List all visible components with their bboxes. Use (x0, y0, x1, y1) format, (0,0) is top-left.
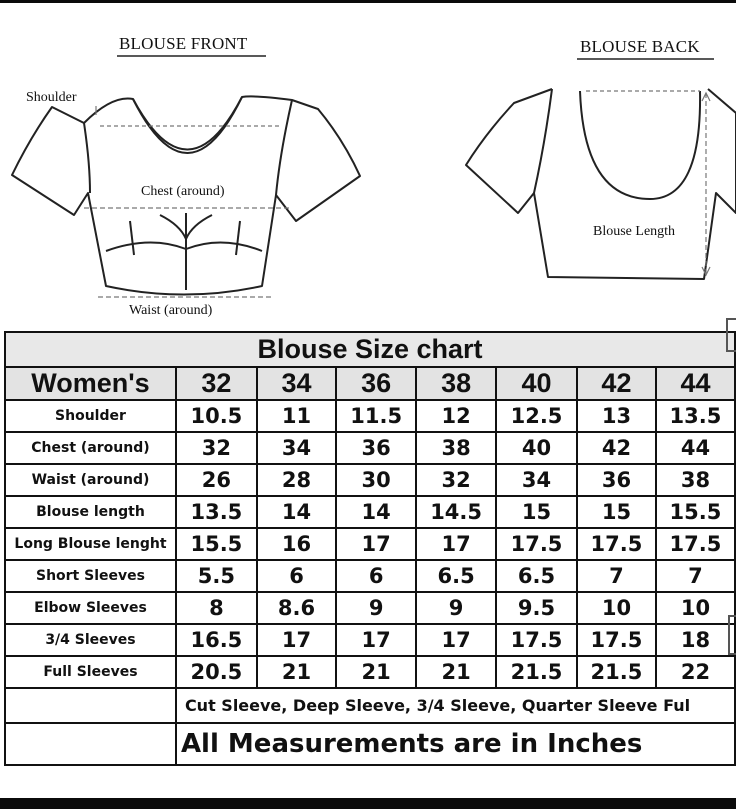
size-header-cell: 32 (176, 367, 257, 400)
size-header-row (5, 367, 735, 400)
measurement-cell: 9 (336, 592, 416, 624)
measurement-cell: 12.5 (496, 400, 577, 432)
measurement-cell: 17 (336, 528, 416, 560)
measurement-cell: 22 (656, 656, 735, 688)
measurement-cell: 13.5 (656, 400, 735, 432)
measurement-cell: 34 (257, 432, 336, 464)
measurement-cell: 30 (336, 464, 416, 496)
back-title: BLOUSE BACK (580, 37, 700, 56)
back-measure-lines (586, 91, 710, 275)
measurement-cell: 14 (257, 496, 336, 528)
size-header-cell: 40 (496, 367, 577, 400)
measurement-cell: 11 (257, 400, 336, 432)
measurement-cell: 17.5 (496, 528, 577, 560)
measurement-cell: 42 (577, 432, 656, 464)
size-header-cell: 34 (257, 367, 336, 400)
measurement-cell: 17 (416, 528, 496, 560)
measurement-cell: 17.5 (577, 624, 656, 656)
table-row (5, 432, 735, 464)
size-header-cell: 38 (416, 367, 496, 400)
measurement-cell: 17.5 (656, 528, 735, 560)
measurement-cell: 20.5 (176, 656, 257, 688)
measurement-cell: 40 (496, 432, 577, 464)
measurement-cell: 18 (656, 624, 735, 656)
measurement-cell: 17.5 (496, 624, 577, 656)
table-row (5, 656, 735, 688)
size-header-cell: 42 (577, 367, 656, 400)
measurement-cell: 17 (416, 624, 496, 656)
row-label: Long Blouse lenght (5, 528, 176, 560)
size-header-cell: 44 (656, 367, 735, 400)
measurement-cell: 32 (176, 432, 257, 464)
row-label: Elbow Sleeves (5, 592, 176, 624)
measurement-cell: 21.5 (577, 656, 656, 688)
row-label: Short Sleeves (5, 560, 176, 592)
row-label: Waist (around) (5, 464, 176, 496)
chest-label: Chest (around) (141, 184, 225, 199)
row-label: Blouse length (5, 496, 176, 528)
measurement-cell: 17 (257, 624, 336, 656)
size-header-cell: 36 (336, 367, 416, 400)
blouse-length-label: Blouse Length (593, 224, 676, 239)
measurement-cell: 14 (336, 496, 416, 528)
measurement-cell: 15 (496, 496, 577, 528)
measurement-cell: 6 (257, 560, 336, 592)
table-row (5, 496, 735, 528)
table-row (5, 528, 735, 560)
measurement-cell: 28 (257, 464, 336, 496)
measurement-cell: 14.5 (416, 496, 496, 528)
table-title: Blouse Size chart (5, 332, 735, 367)
measurement-cell: 5.5 (176, 560, 257, 592)
measurement-cell: 10 (577, 592, 656, 624)
measurement-cell: 32 (416, 464, 496, 496)
table-row (5, 400, 735, 432)
row-label: Full Sleeves (5, 656, 176, 688)
row-label: Shoulder (5, 400, 176, 432)
measurement-cell: 36 (336, 432, 416, 464)
measurement-cell: 16.5 (176, 624, 257, 656)
table-row (5, 560, 735, 592)
measurement-cell: 7 (656, 560, 735, 592)
measurement-cell: 34 (496, 464, 577, 496)
measurement-cell: 17 (336, 624, 416, 656)
measurement-cell: 15 (577, 496, 656, 528)
measurement-cell: 38 (416, 432, 496, 464)
measurement-cell: 13 (577, 400, 656, 432)
measurement-cell: 21.5 (496, 656, 577, 688)
table-row (5, 624, 735, 656)
measurement-cell: 11.5 (336, 400, 416, 432)
measurement-cell: 15.5 (656, 496, 735, 528)
shoulder-label: Shoulder (26, 90, 77, 105)
blouse-size-table (4, 331, 736, 766)
measurement-cell: 13.5 (176, 496, 257, 528)
measurement-cell: 9.5 (496, 592, 577, 624)
measurement-cell: 10 (656, 592, 735, 624)
sleeve-note: Cut Sleeve, Deep Sleeve, 3/4 Sleeve, Quarter Sleeve Ful (176, 688, 735, 723)
measurement-cell: 26 (176, 464, 257, 496)
measurement-cell: 6 (336, 560, 416, 592)
measurement-cell: 8.6 (257, 592, 336, 624)
header-label: Women's (5, 367, 176, 400)
measurement-cell: 7 (577, 560, 656, 592)
measurement-cell: 21 (336, 656, 416, 688)
edge-fragment (726, 318, 736, 352)
measurement-cell: 15.5 (176, 528, 257, 560)
size-chart-image (0, 3, 736, 798)
waist-label: Waist (around) (129, 303, 213, 318)
row-label: Chest (around) (5, 432, 176, 464)
measurement-cell: 21 (257, 656, 336, 688)
edge-fragment (728, 615, 736, 655)
row-label: 3/4 Sleeves (5, 624, 176, 656)
measurement-cell: 38 (656, 464, 735, 496)
measurement-cell: 21 (416, 656, 496, 688)
table-row (5, 464, 735, 496)
front-title: BLOUSE FRONT (119, 34, 248, 53)
measurement-cell: 16 (257, 528, 336, 560)
measurement-cell: 6.5 (496, 560, 577, 592)
measurement-cell: 6.5 (416, 560, 496, 592)
measurement-cell: 9 (416, 592, 496, 624)
measurement-cell: 44 (656, 432, 735, 464)
measurement-footer: All Measurements are in Inches (176, 723, 735, 765)
measurement-cell: 36 (577, 464, 656, 496)
measurement-cell: 12 (416, 400, 496, 432)
measurement-cell: 17.5 (577, 528, 656, 560)
table-row (5, 592, 735, 624)
back-blouse-sketch (466, 89, 736, 279)
measurement-cell: 10.5 (176, 400, 257, 432)
measurement-cell: 8 (176, 592, 257, 624)
